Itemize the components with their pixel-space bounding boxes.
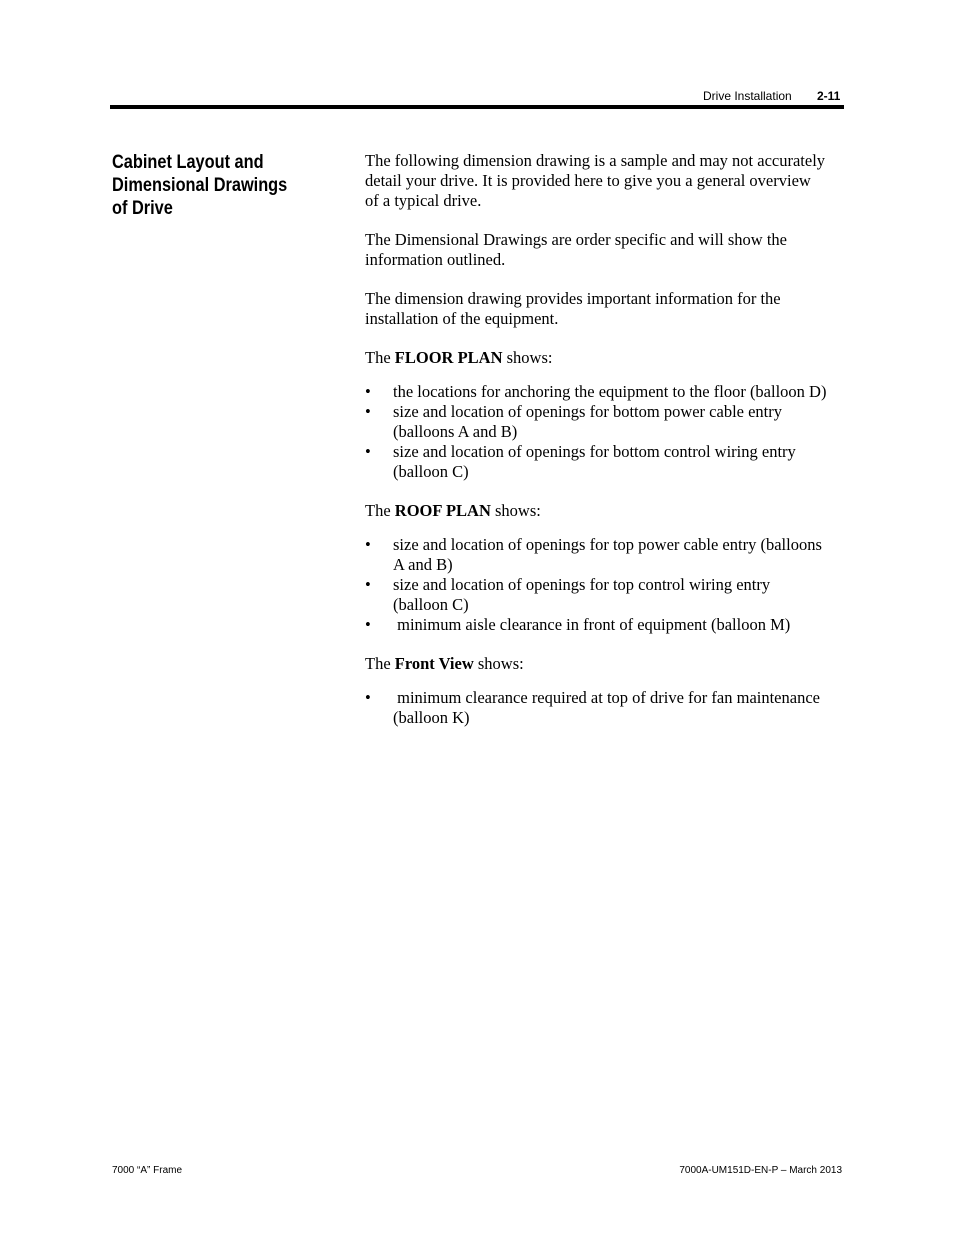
text-line: of a typical drive. [365, 191, 482, 210]
bullet-icon: • [365, 575, 371, 594]
label-prefix: The [365, 348, 395, 367]
list-item [365, 688, 845, 728]
section-heading [112, 151, 301, 220]
bullet-icon: • [365, 442, 371, 461]
label-bold: FLOOR PLAN [394, 348, 503, 367]
text-line: installation of the equipment. [365, 309, 559, 328]
body-text [365, 151, 845, 747]
text-line: information outlined. [365, 250, 506, 269]
item-line: size and location of openings for bottom power cable entry [393, 402, 783, 421]
footer-publication: 7000A-UM151D-EN-P – March 2013 [679, 1165, 842, 1176]
item-line: A and B) [393, 555, 453, 574]
paragraph [365, 289, 845, 329]
text-line: detail your drive. It is provided here to give you a general overview [365, 171, 811, 190]
item-line: minimum clearance required at top of drive for fan maintenance [393, 688, 820, 707]
item-line: (balloon C) [393, 595, 469, 614]
item-line: (balloons A and B) [393, 422, 518, 441]
item-line: (balloon K) [393, 708, 470, 727]
heading-line: Dimensional Drawings [112, 175, 288, 196]
front-view-list [365, 688, 845, 728]
heading-line: Cabinet Layout and [112, 152, 264, 173]
label-suffix: shows: [502, 348, 553, 367]
bullet-icon: • [365, 688, 371, 707]
header-section-title: Drive Installation [703, 89, 792, 103]
roof-plan-label [365, 501, 845, 521]
item-line: (balloon C) [393, 462, 469, 481]
floor-plan-label [365, 348, 845, 368]
bullet-icon: • [365, 382, 371, 401]
text-line: The following dimension drawing is a sample and may not accurately [365, 151, 826, 170]
footer-product: 7000 “A” Frame [112, 1165, 183, 1176]
heading-line: of Drive [112, 198, 173, 219]
text-line: The Dimensional Drawings are order specific and will show the [365, 230, 787, 249]
bullet-icon: • [365, 402, 371, 421]
list-item [365, 575, 845, 615]
label-bold: ROOF PLAN [394, 501, 491, 520]
label-suffix: shows: [490, 501, 541, 520]
floor-plan-list [365, 382, 845, 482]
item-line: minimum aisle clearance in front of equipment (balloon M) [393, 615, 791, 634]
roof-plan-list [365, 535, 845, 635]
label-prefix: The [365, 654, 395, 673]
label-suffix: shows: [473, 654, 524, 673]
item-line: the locations for anchoring the equipment to the floor (balloon D) [393, 382, 827, 401]
list-item [365, 535, 845, 575]
list-item [365, 382, 845, 402]
item-line: size and location of openings for top power cable entry (balloons [393, 535, 822, 554]
list-item [365, 402, 845, 442]
item-line: size and location of openings for top control wiring entry [393, 575, 771, 594]
item-line: size and location of openings for bottom control wiring entry [393, 442, 796, 461]
paragraph [365, 151, 845, 211]
label-prefix: The [365, 501, 395, 520]
page-number: 2-11 [817, 89, 841, 103]
paragraph [365, 230, 845, 270]
text-line: The dimension drawing provides important information for the [365, 289, 781, 308]
label-bold: Front View [394, 654, 474, 673]
bullet-icon: • [365, 535, 371, 554]
header-rule [110, 105, 844, 109]
list-item [365, 442, 845, 482]
front-view-label [365, 654, 845, 674]
bullet-icon: • [365, 615, 371, 634]
list-item [365, 615, 845, 635]
